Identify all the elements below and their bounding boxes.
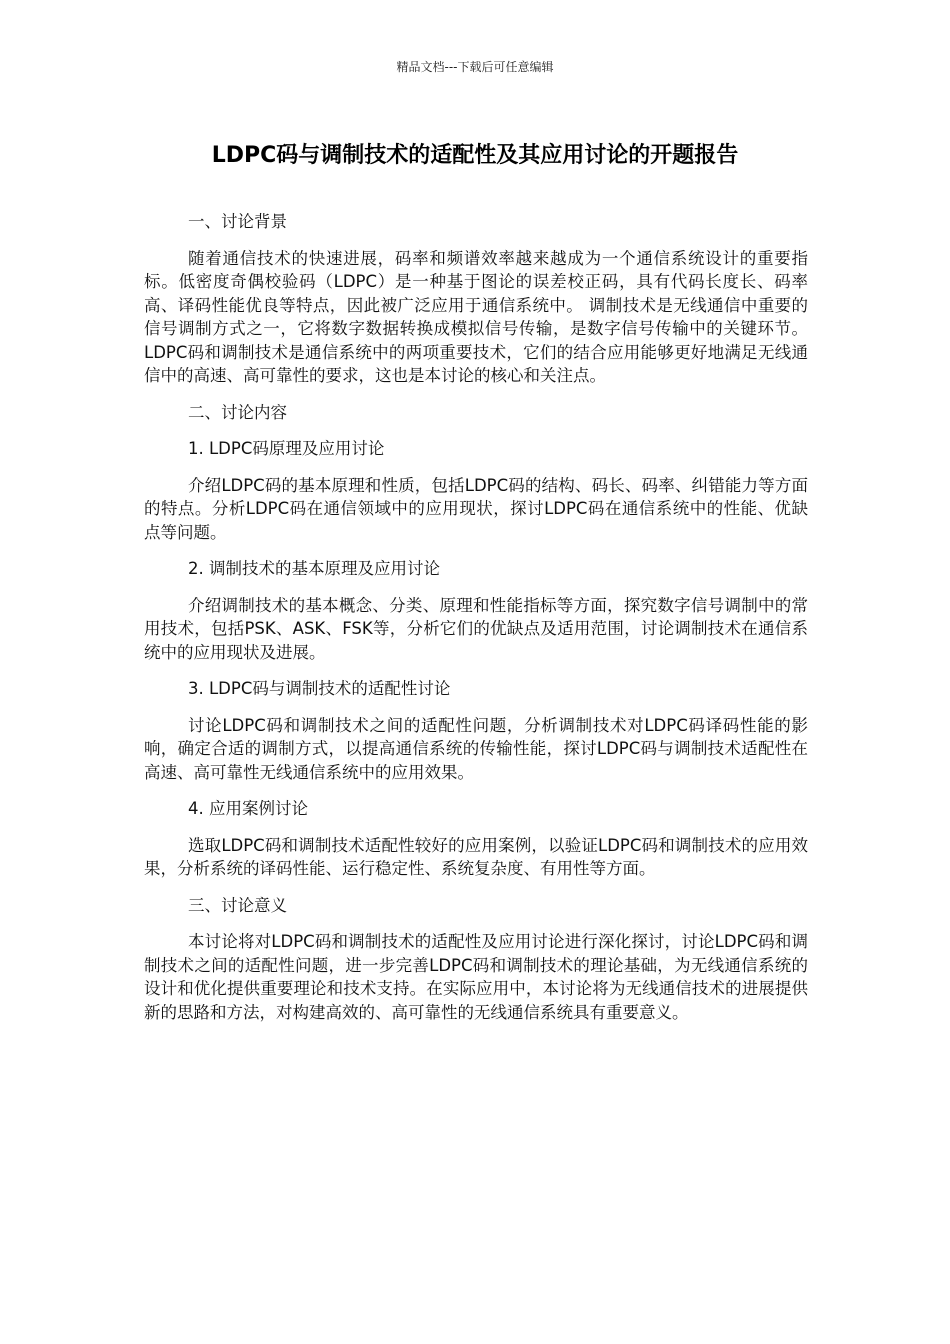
subsection-heading-adaptability: 3. LDPC码与调制技术的适配性讨论 [188,679,451,698]
section-heading-significance: 三、讨论意义 [188,895,287,915]
document-body [144,210,808,1037]
paragraph-modulation-principle: 介绍调制技术的基本概念、分类、原理和性能指标等方面，探究数字信号调制中的常用技术，包括PSK、ASK、FSK等，分析它们的优缺点及适用范围，讨论调制技术在通信系统中的应用现状及进展。 [144,595,808,662]
page-header: 精品文档---下载后可任意编辑 [396,60,554,74]
document-title: LDPC码与调制技术的适配性及其应用讨论的开题报告 [211,143,739,168]
paragraph-significance: 本讨论将对LDPC码和调制技术的适配性及应用讨论进行深化探讨，讨论LDPC码和调制技术之间的适配性问题，进一步完善LDPC码和调制技术的理论基础，为无线通信系统的设计和优化提供重要理论和技术支持。在实际应用中，本讨论将为无线通信技术的进展提供新的思路和方法，对构建高效的、高可靠性的无线通信系统具有重要意义。 [144,932,808,1022]
section-heading-content: 二、讨论内容 [188,402,287,422]
subsection-heading-ldpc-principle: 1. LDPC码原理及应用讨论 [188,439,385,458]
subsection-heading-modulation-principle: 2. 调制技术的基本原理及应用讨论 [188,559,440,578]
paragraph-case-study: 选取LDPC码和调制技术适配性较好的应用案例，以验证LDPC码和调制技术的应用效果，分析系统的译码性能、运行稳定性、系统复杂度、有用性等方面。 [144,835,808,878]
section-heading-background: 一、讨论背景 [188,212,287,231]
paragraph-background: 随着通信技术的快速进展，码率和频谱效率越来越成为一个通信系统设计的重要指标。低密度奇偶校验码（LDPC）是一种基于图论的误差校正码，具有代码长度长、码率高、译码性能优良等特点，因此被广泛应用于通信系统中。 调制技术是无线通信中重要的信号调制方式之一，它将数字数据转换成模拟信号传输，是数字信号传输中的关键环节。LDPC码和调制技术是通信系统中的两项重要技术，它们的结合应用能够更好地满足无线通信中的高速、高可靠性的要求，这也是本讨论的核心和关注点。 [144,248,808,385]
subsection-heading-case-study: 4. 应用案例讨论 [188,799,308,818]
paragraph-adaptability: 讨论LDPC码和调制技术之间的适配性问题，分析调制技术对LDPC码译码性能的影响，确定合适的调制方式，以提高通信系统的传输性能，探讨LDPC码与调制技术适配性在高速、高可靠性无线通信系统中的应用效果。 [144,715,808,782]
paragraph-ldpc-principle: 介绍LDPC码的基本原理和性质，包括LDPC码的结构、码长、码率、纠错能力等方面的特点。分析LDPC码在通信领域中的应用现状，探讨LDPC码在通信系统中的性能、优缺点等问题。 [144,475,808,542]
